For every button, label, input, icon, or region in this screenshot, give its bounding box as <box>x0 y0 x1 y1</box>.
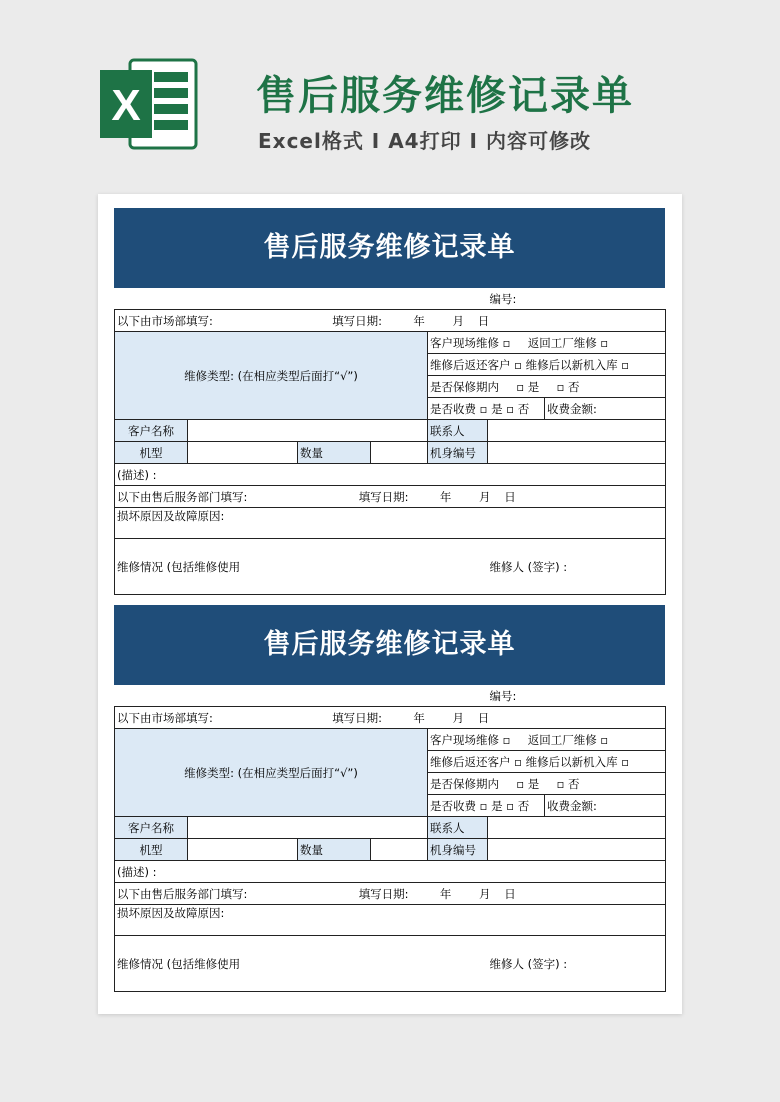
customer-name-label: 客户名称 <box>115 817 188 839</box>
page-subtitle: Excel格式 Ⅰ A4打印 Ⅰ 内容可修改 <box>258 129 591 153</box>
option-new-machine[interactable]: 维修后以新机入库 ▫ <box>525 357 630 372</box>
customer-name-label: 客户名称 <box>115 420 188 442</box>
service-fill-row[interactable] <box>115 486 666 508</box>
quantity-label: 数量 <box>298 442 371 464</box>
repair-details-field[interactable]: 维修情况 (包括维修使用 <box>115 539 488 595</box>
model-input[interactable] <box>188 442 298 464</box>
form-table <box>114 685 666 992</box>
serial-label: 机身编号 <box>428 442 488 464</box>
warranty-yes-checkbox[interactable]: ▫ 是 <box>516 379 540 394</box>
charge-row[interactable] <box>428 795 545 817</box>
model-label: 机型 <box>115 839 188 861</box>
service-section-label: 以下由售后服务部门填写: <box>117 886 248 901</box>
form-table <box>114 288 666 595</box>
fault-cause-field[interactable]: 损坏原因及故障原因: <box>115 905 666 936</box>
market-fill-row[interactable] <box>115 707 666 729</box>
repair-form-1 <box>114 208 665 595</box>
charge-label: 是否收费 <box>430 798 476 813</box>
charge-row[interactable] <box>428 398 545 420</box>
page-title: 售后服务维修记录单 <box>256 73 634 119</box>
charge-yes-checkbox[interactable]: ▫ 是 <box>479 401 503 416</box>
year-label: 年 <box>439 489 452 504</box>
serial-input[interactable] <box>488 839 666 861</box>
option-onsite-repair[interactable]: 客户现场维修 ▫ <box>430 335 511 350</box>
option-return-customer[interactable]: 维修后返还客户 ▫ <box>430 357 522 372</box>
month-label: 月 <box>452 710 465 725</box>
market-section-label: 以下由市场部填写: <box>117 313 213 328</box>
warranty-label: 是否保修期内 <box>430 379 499 394</box>
market-fill-row[interactable] <box>115 310 666 332</box>
page-header <box>0 0 780 190</box>
warranty-no-checkbox[interactable]: ▫ 否 <box>556 379 580 394</box>
repair-type-label: 维修类型: (在相应类型后面打“√”) <box>115 332 428 420</box>
market-section-label: 以下由市场部填写: <box>117 710 213 725</box>
fill-date-label: 填写日期: <box>332 710 383 725</box>
customer-name-input[interactable] <box>188 420 428 442</box>
model-input[interactable] <box>188 839 298 861</box>
repair-form-2 <box>114 605 665 992</box>
repair-option-row-2[interactable] <box>428 354 666 376</box>
service-fill-row[interactable] <box>115 883 666 905</box>
contact-label: 联系人 <box>428 817 488 839</box>
customer-name-input[interactable] <box>188 817 428 839</box>
day-label: 日 <box>504 489 516 504</box>
fault-cause-field[interactable]: 损坏原因及故障原因: <box>115 508 666 539</box>
warranty-label: 是否保修期内 <box>430 776 499 791</box>
serial-label: 机身编号 <box>428 839 488 861</box>
month-label: 月 <box>452 313 465 328</box>
serial-input[interactable] <box>488 442 666 464</box>
fee-label: 收费金额: <box>545 398 666 420</box>
form-banner-title: 售后服务维修记录单 <box>114 208 665 288</box>
repair-option-row-2[interactable] <box>428 751 666 773</box>
month-label: 月 <box>479 489 491 504</box>
warranty-yes-checkbox[interactable]: ▫ 是 <box>516 776 540 791</box>
model-label: 机型 <box>115 442 188 464</box>
day-label: 日 <box>504 886 516 901</box>
day-label: 日 <box>477 710 490 725</box>
year-label: 年 <box>413 313 425 328</box>
month-label: 月 <box>479 886 491 901</box>
day-label: 日 <box>477 313 490 328</box>
number-label: 编号: <box>489 688 517 703</box>
charge-yes-checkbox[interactable]: ▫ 是 <box>479 798 503 813</box>
number-label: 编号: <box>489 291 517 306</box>
option-return-factory[interactable]: 返回工厂维修 ▫ <box>527 732 609 747</box>
repairer-signature-field[interactable]: 维修人 (签字) : <box>488 936 666 992</box>
fill-date-label: 填写日期: <box>332 313 383 328</box>
fill-date-label: 填写日期: <box>358 886 409 901</box>
fill-date-label: 填写日期: <box>358 489 409 504</box>
service-section-label: 以下由售后服务部门填写: <box>117 489 248 504</box>
repair-option-row-1[interactable] <box>428 729 666 751</box>
excel-logo-letter: X <box>111 81 141 130</box>
quantity-input[interactable] <box>371 839 428 861</box>
repair-option-row-1[interactable] <box>428 332 666 354</box>
contact-input[interactable] <box>488 420 666 442</box>
year-label: 年 <box>413 710 425 725</box>
option-return-customer[interactable]: 维修后返还客户 ▫ <box>430 754 522 769</box>
fee-label: 收费金额: <box>545 795 666 817</box>
charge-no-checkbox[interactable]: ▫ 否 <box>506 401 530 416</box>
option-onsite-repair[interactable]: 客户现场维修 ▫ <box>430 732 511 747</box>
excel-icon <box>100 56 200 152</box>
document-paper <box>98 194 682 1014</box>
repair-details-field[interactable]: 维修情况 (包括维修使用 <box>115 936 488 992</box>
contact-label: 联系人 <box>428 420 488 442</box>
description-field[interactable]: (描述) : <box>115 464 666 486</box>
option-return-factory[interactable]: 返回工厂维修 ▫ <box>527 335 609 350</box>
repairer-signature-field[interactable]: 维修人 (签字) : <box>488 539 666 595</box>
repair-type-label: 维修类型: (在相应类型后面打“√”) <box>115 729 428 817</box>
charge-no-checkbox[interactable]: ▫ 否 <box>506 798 530 813</box>
warranty-row[interactable] <box>428 773 666 795</box>
charge-label: 是否收费 <box>430 401 476 416</box>
year-label: 年 <box>439 886 452 901</box>
option-new-machine[interactable]: 维修后以新机入库 ▫ <box>525 754 630 769</box>
warranty-no-checkbox[interactable]: ▫ 否 <box>556 776 580 791</box>
quantity-input[interactable] <box>371 442 428 464</box>
description-field[interactable]: (描述) : <box>115 861 666 883</box>
form-banner-title: 售后服务维修记录单 <box>114 605 665 685</box>
warranty-row[interactable] <box>428 376 666 398</box>
quantity-label: 数量 <box>298 839 371 861</box>
contact-input[interactable] <box>488 817 666 839</box>
